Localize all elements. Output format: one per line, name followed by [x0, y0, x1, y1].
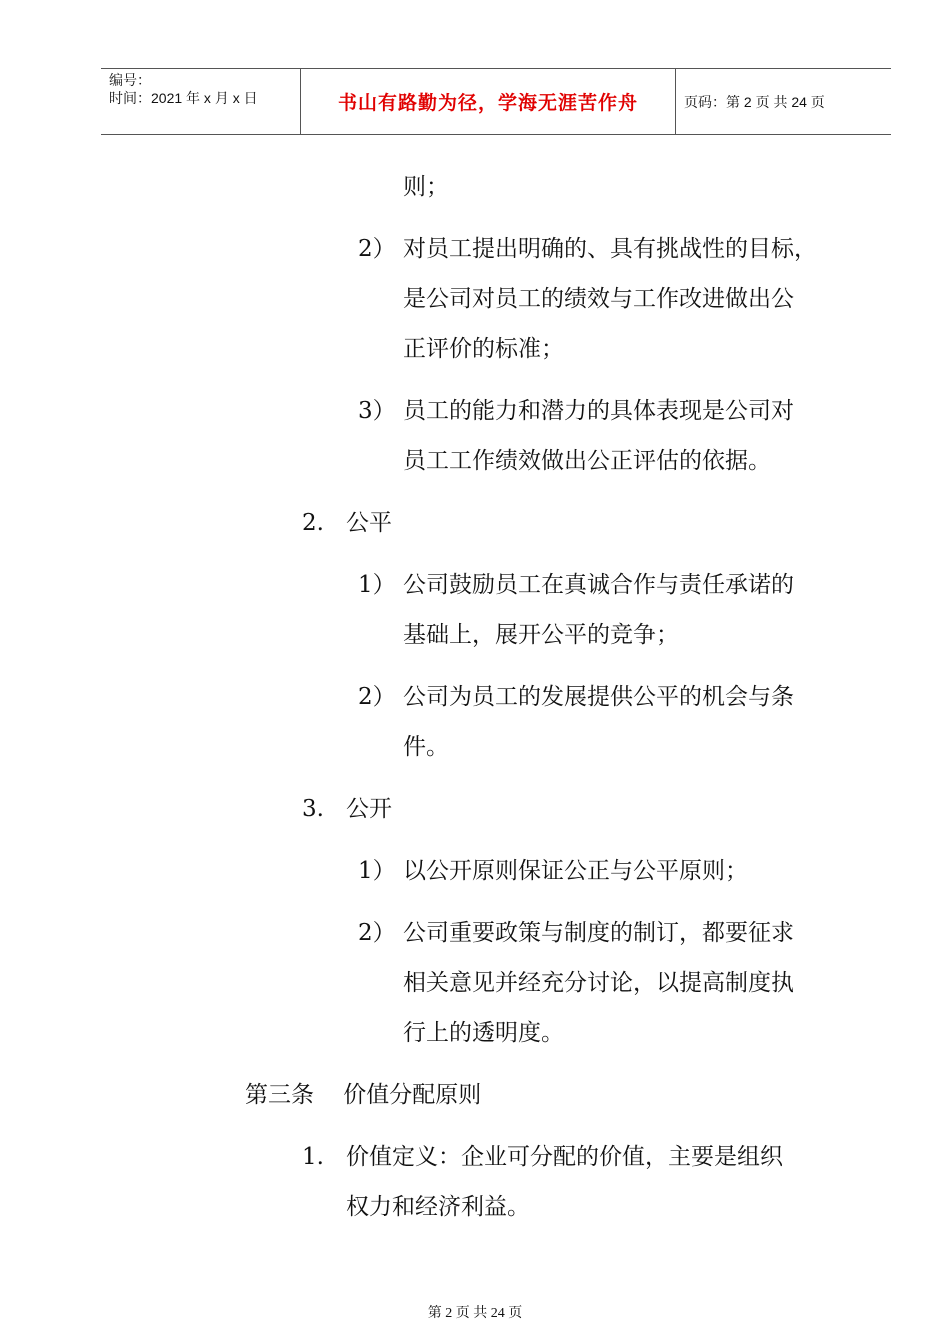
body-line: 权力和经济利益。	[346, 1194, 530, 1220]
section-heading: 公平	[346, 510, 392, 536]
body-line: 基础上，展开公平的竞争；	[403, 622, 679, 648]
header-motto: 书山有路勤为径，学海无涯苦作舟	[301, 69, 676, 134]
body-line: 对员工提出明确的、具有挑战性的目标，	[403, 236, 817, 262]
body-line: 则；	[403, 174, 449, 200]
body-line: 公司为员工的发展提供公平的机会与条	[403, 684, 794, 710]
list-number: 3）	[358, 398, 396, 424]
header-code-label: 编号：	[109, 72, 151, 88]
body-line: 价值定义：企业可分配的价值，主要是组织	[346, 1144, 783, 1170]
list-number: 2）	[358, 920, 396, 946]
article-heading: 第三条 价值分配原则	[245, 1082, 482, 1108]
header-page-info: 页码：第 2 页 共 24 页	[684, 93, 825, 110]
section-heading: 公开	[346, 796, 392, 822]
list-number: 2）	[358, 236, 396, 262]
page-footer: 第 2 页 共 24 页	[427, 1306, 523, 1321]
page-header	[101, 68, 891, 135]
list-number: 2）	[358, 684, 396, 710]
list-number: 1）	[358, 858, 396, 884]
header-time-label: 时间：2021 年 x 月 x 日	[109, 90, 258, 106]
body-line: 以公开原则保证公正与公平原则；	[403, 858, 748, 884]
body-line: 是公司对员工的绩效与工作改进做出公	[403, 286, 794, 312]
list-number: 3.	[302, 796, 324, 822]
list-number: 1.	[302, 1144, 324, 1170]
body-line: 正评价的标准；	[403, 336, 564, 362]
body-line: 相关意见并经充分讨论，以提高制度执	[403, 970, 794, 996]
body-line: 员工的能力和潜力的具体表现是公司对	[403, 398, 794, 424]
list-number: 2.	[302, 510, 324, 536]
body-line: 员工工作绩效做出公正评估的依据。	[403, 448, 771, 474]
body-line: 公司重要政策与制度的制订，都要征求	[403, 920, 794, 946]
body-line: 公司鼓励员工在真诚合作与责任承诺的	[403, 572, 794, 598]
header-meta	[101, 69, 301, 134]
body-line: 件。	[403, 734, 449, 760]
body-line: 行上的透明度。	[403, 1020, 564, 1046]
list-number: 1）	[358, 572, 396, 598]
